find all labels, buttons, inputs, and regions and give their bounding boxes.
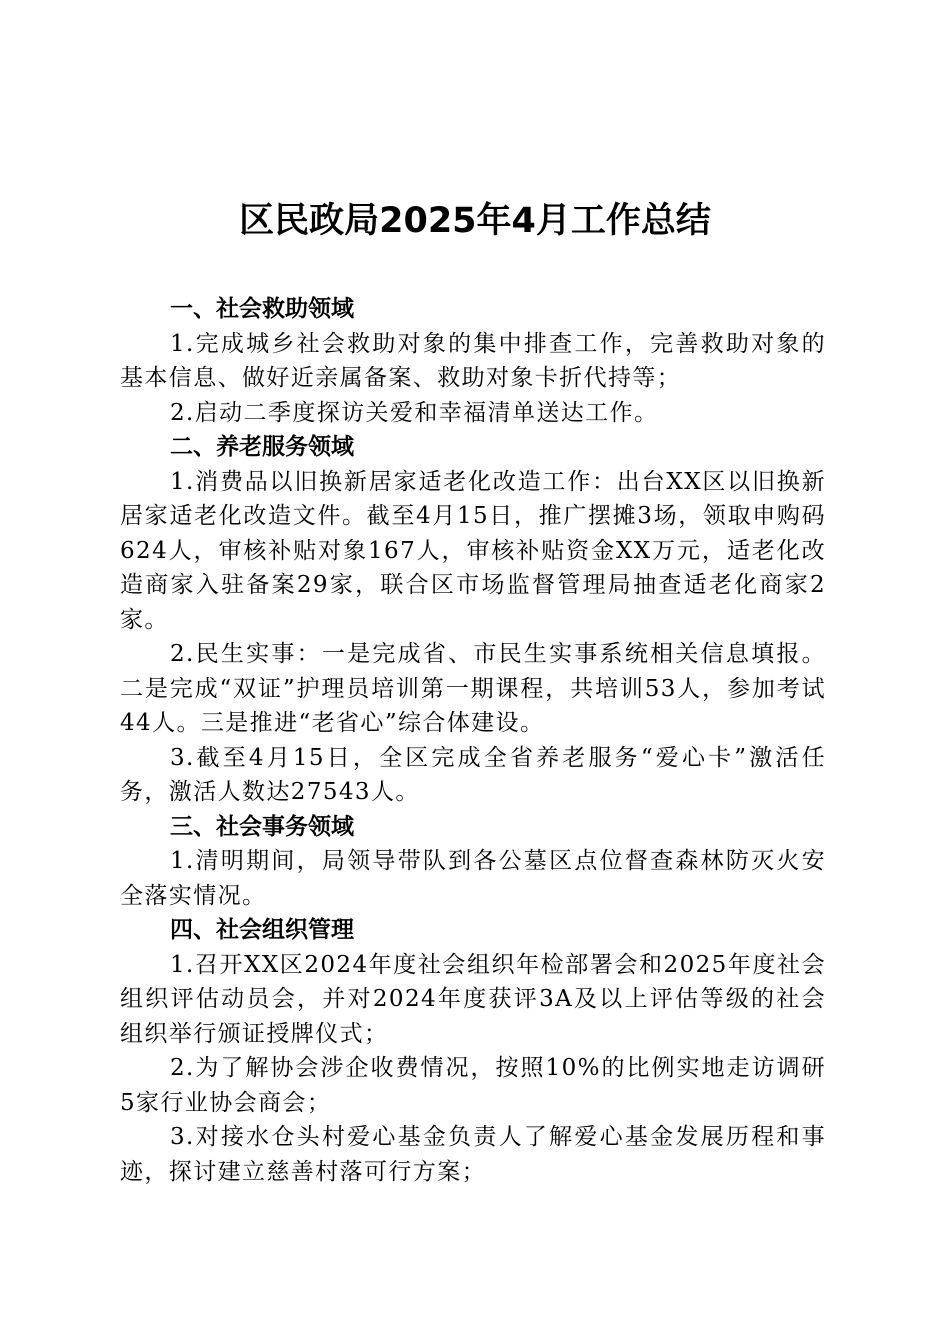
section-item: 1.完成城乡社会救助对象的集中排查工作，完善救助对象的基本信息、做好近亲属备案、救助对象卡折代持等； (120, 330, 826, 391)
document-title: 区民政局2025年4月工作总结 (239, 201, 711, 241)
section-item: 2.民生实事：一是完成省、市民生实事系统相关信息填报。二是完成“双证”护理员培训第一期课程，共培训53人，参加考试44人。三是推进“老省心”综合体建设。 (120, 641, 826, 736)
section-item: 2.启动二季度探访关爱和幸福清单送达工作。 (170, 399, 659, 426)
section-heading-social-affairs: 三、社会事务领域 (170, 813, 354, 840)
section-heading-elderly-care: 二、养老服务领域 (170, 434, 354, 460)
section-heading-social-organizations: 四、社会组织管理 (170, 917, 354, 943)
section-item: 1.清明期间，局领导带队到各公墓区点位督查森林防灭火安全落实情况。 (120, 848, 826, 909)
section-item: 1.召开XX区2024年度社会组织年检部署会和2025年度社会组织评估动员会，并对2024年度获评3A及以上评估等级的社会组织举行颁证授牌仪式； (120, 951, 826, 1047)
section-heading-social-assistance: 一、社会救助领域 (170, 296, 354, 322)
section-item: 1.消费品以旧换新居家适老化改造工作：出台XX区以旧换新居家适老化改造文件。截至4月15日，推广摆摊3场，领取申购码624人，审核补贴对象167人，审核补贴资金XX万元，适老化改造商家入驻备案29家，联合区市场监督管理局抽查适老化商家2家。 (120, 468, 826, 633)
section-item: 3.对接水仓头村爱心基金负责人了解爱心基金发展历程和事迹，探讨建立慈善村落可行方案； (120, 1124, 826, 1185)
document-body (120, 292, 826, 1189)
section-item: 2.为了解协会涉企收费情况，按照10%的比例实地走访调研5家行业协会商会； (120, 1055, 826, 1116)
section-item: 3.截至4月15日，全区完成全省养老服务“爱心卡”激活任务，激活人数达27543人。 (120, 744, 826, 805)
